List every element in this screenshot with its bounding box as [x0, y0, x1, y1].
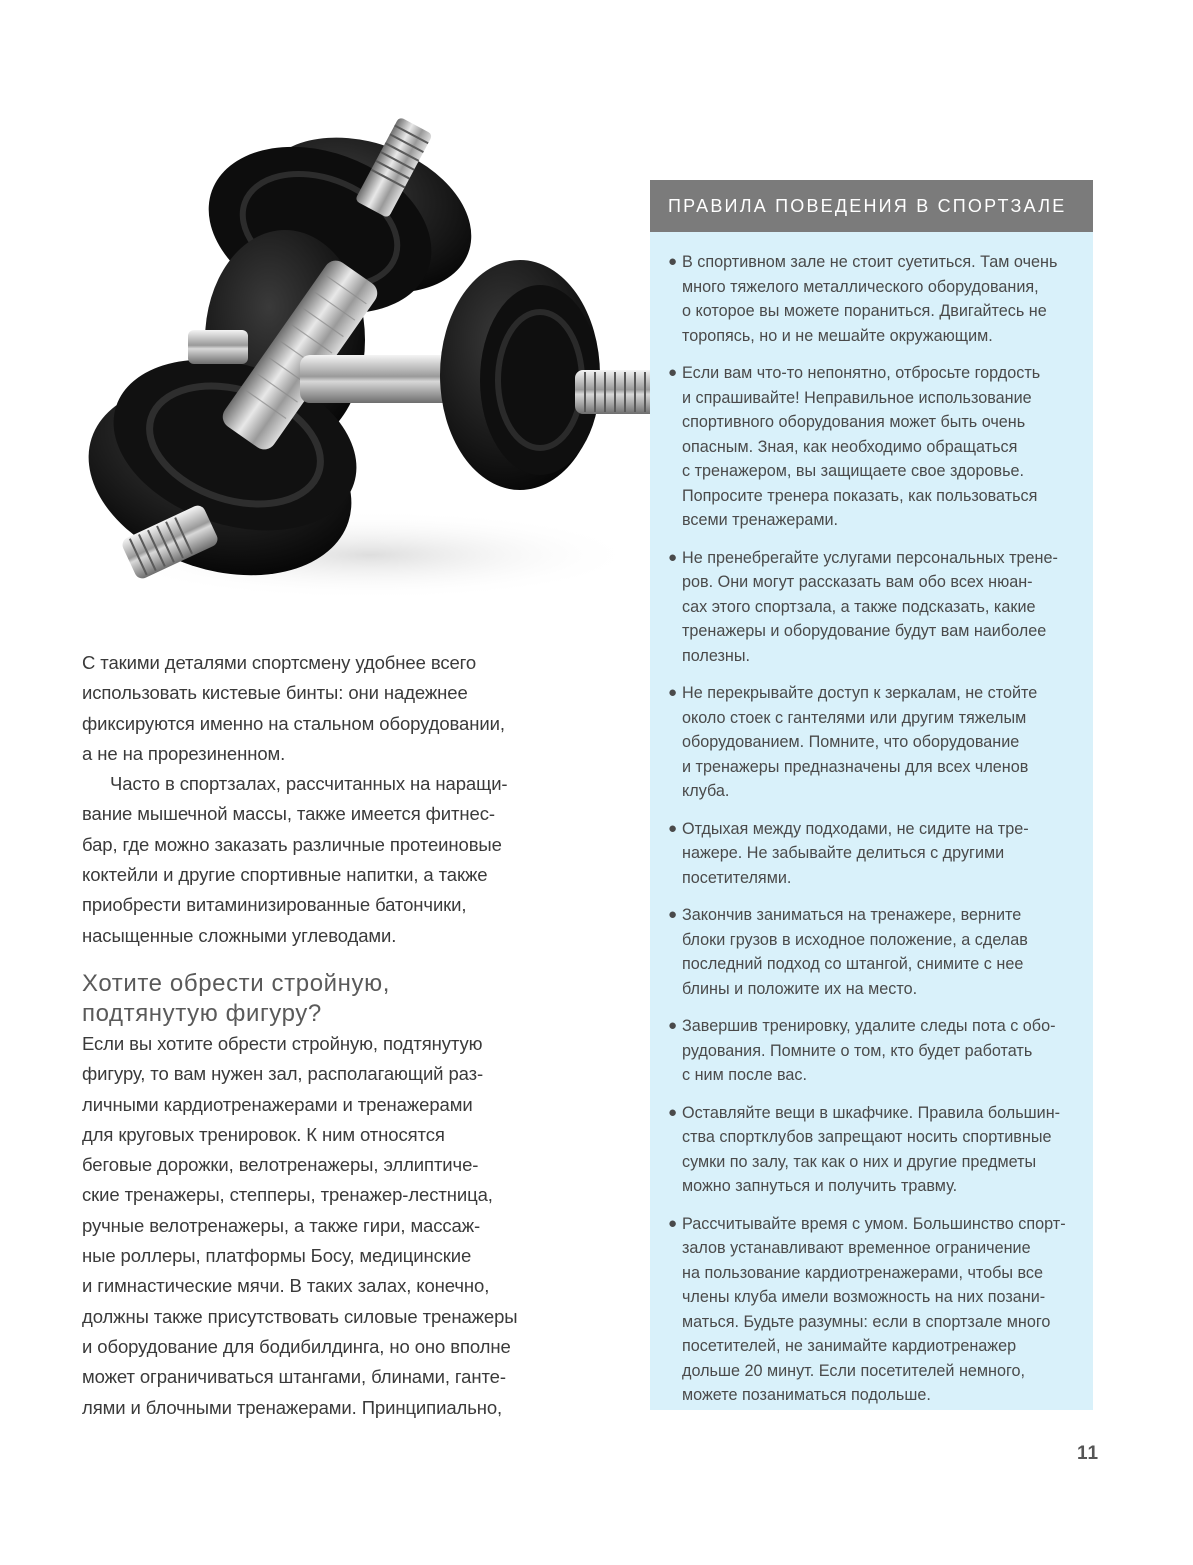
- gym-rules-sidebar: [650, 180, 1093, 1410]
- bullet-icon: ●: [668, 819, 678, 837]
- sidebar-title: ПРАВИЛА ПОВЕДЕНИЯ В СПОРТЗАЛЕ: [650, 180, 1093, 232]
- rule-text: Закончив заниматься на тренажере, верните блоки грузов в исходное положение, а сделав последний подход со штангой, снимите с нее блины и положите их на место.: [682, 906, 1028, 998]
- rule-text: Рассчитывайте время с умом. Большинство спорт- залов устанавливают временное ограничение на пользование кардиотренажерами, чтобы все члены клуба имели возможность на них позани- маться. Будьте разумны: если в спортзале много посетителей, не занимайте кардиотренажер дольше 20 минут. Если посетителей немного, можете позаниматься подольше.: [682, 1214, 1066, 1404]
- rule-text: Не перекрывайте доступ к зеркалам, не стойте около стоек с гантелями или другим тяжелым оборудованием. Помните, что оборудование и тренажеры предназначены для всех членов клуба.: [682, 684, 1038, 800]
- bullet-icon: ●: [668, 548, 678, 566]
- intro-paragraph: С такими деталями спортсмену удобнее всего использовать кистевые бинты: они надежнее фиксируются именно на стальном оборудовании, а не на прорезиненном.: [82, 652, 505, 764]
- bullet-icon: ●: [668, 1017, 678, 1034]
- main-column: [82, 648, 532, 1423]
- bullet-icon: ●: [668, 253, 678, 270]
- rule-item: [668, 1212, 1079, 1408]
- bullet-icon: ●: [668, 1103, 678, 1121]
- rule-item: [668, 361, 1079, 533]
- fitness-bar-paragraph: Часто в спортзалах, рассчитанных на наращи- вание мышечной массы, также имеется фитнес- бар, где можно заказать различные протеиновые коктейли и другие спортивные напитки, а также приобрести витаминизированные батончики, насыщенные сложными углеводами.: [82, 773, 508, 946]
- rule-item: [668, 903, 1079, 1001]
- rule-item: [668, 1101, 1079, 1199]
- rule-item: [668, 1014, 1079, 1088]
- section-heading: Хотите обрести стройную, подтянутую фигуру?: [82, 969, 390, 1027]
- rule-text: Оставляйте вещи в шкафчике. Правила большин- ства спортклубов запрещают носить спортивные сумки по залу, так как о них и другие предметы можно запнуться и получить травму.: [682, 1103, 1061, 1195]
- bullet-icon: ●: [668, 1214, 678, 1232]
- rule-text: Если вам что-то непонятно, отбросьте гордость и спрашивайте! Неправильное использование спортивного оборудования может быть очень опасным. Зная, как необходимо обращаться с тренажером, вы защищаете свое здоровье. Попросите тренера показать, как пользоваться всеми тренажерами.: [682, 364, 1041, 529]
- page-number: 11: [1077, 1443, 1100, 1464]
- rule-item: [668, 546, 1079, 669]
- sidebar-body: [650, 232, 1093, 1410]
- bullet-icon: ●: [668, 364, 678, 381]
- rule-text: Не пренебрегайте услугами персональных трене- ров. Они могут рассказать вам обо всех нюан- сах этого спортзала, а также подсказать, какие тренажеры и оборудование будут вам наиболее полезны.: [682, 548, 1058, 665]
- rule-item: [668, 681, 1079, 804]
- rule-text: Отдыхая между подходами, не сидите на тре- нажере. Не забывайте делиться с другими посетителями.: [682, 819, 1029, 887]
- dumbbells-photo: [70, 100, 670, 610]
- section-paragraph: Если вы хотите обрести стройную, подтянутую фигуру, то вам нужен зал, располагающий раз- личными кардиотренажерами и тренажерами для круговых тренировок. К ним относятся беговые дорожки, велотренажеры, эллиптиче- ские тренажеры, степперы, тренажер-лестница, ручные велотренажеры, а также гири, массаж- ные роллеры, платформы Босу, медицинские и гимнастические мячи. В таких залах, конечно, должны также присутствовать силовые тренажеры и оборудование для бодибилдинга, но оно вполне может ограничиваться штангами, блинами, ганте- лями и блочными тренажерами. Принципиально,: [82, 1032, 518, 1418]
- bullet-icon: ●: [668, 684, 678, 701]
- bullet-icon: ●: [668, 906, 678, 923]
- rule-item: [668, 817, 1079, 891]
- rule-text: В спортивном зале не стоит суетиться. Там очень много тяжелого металлического оборудования, о которое вы можете пораниться. Двигайтесь не торопясь, но и не мешайте окружающим.: [682, 253, 1058, 345]
- rule-item: [668, 250, 1079, 348]
- rule-text: Завершив тренировку, удалите следы пота с обо- рудования. Помните о том, кто будет работать с ним после вас.: [682, 1017, 1056, 1084]
